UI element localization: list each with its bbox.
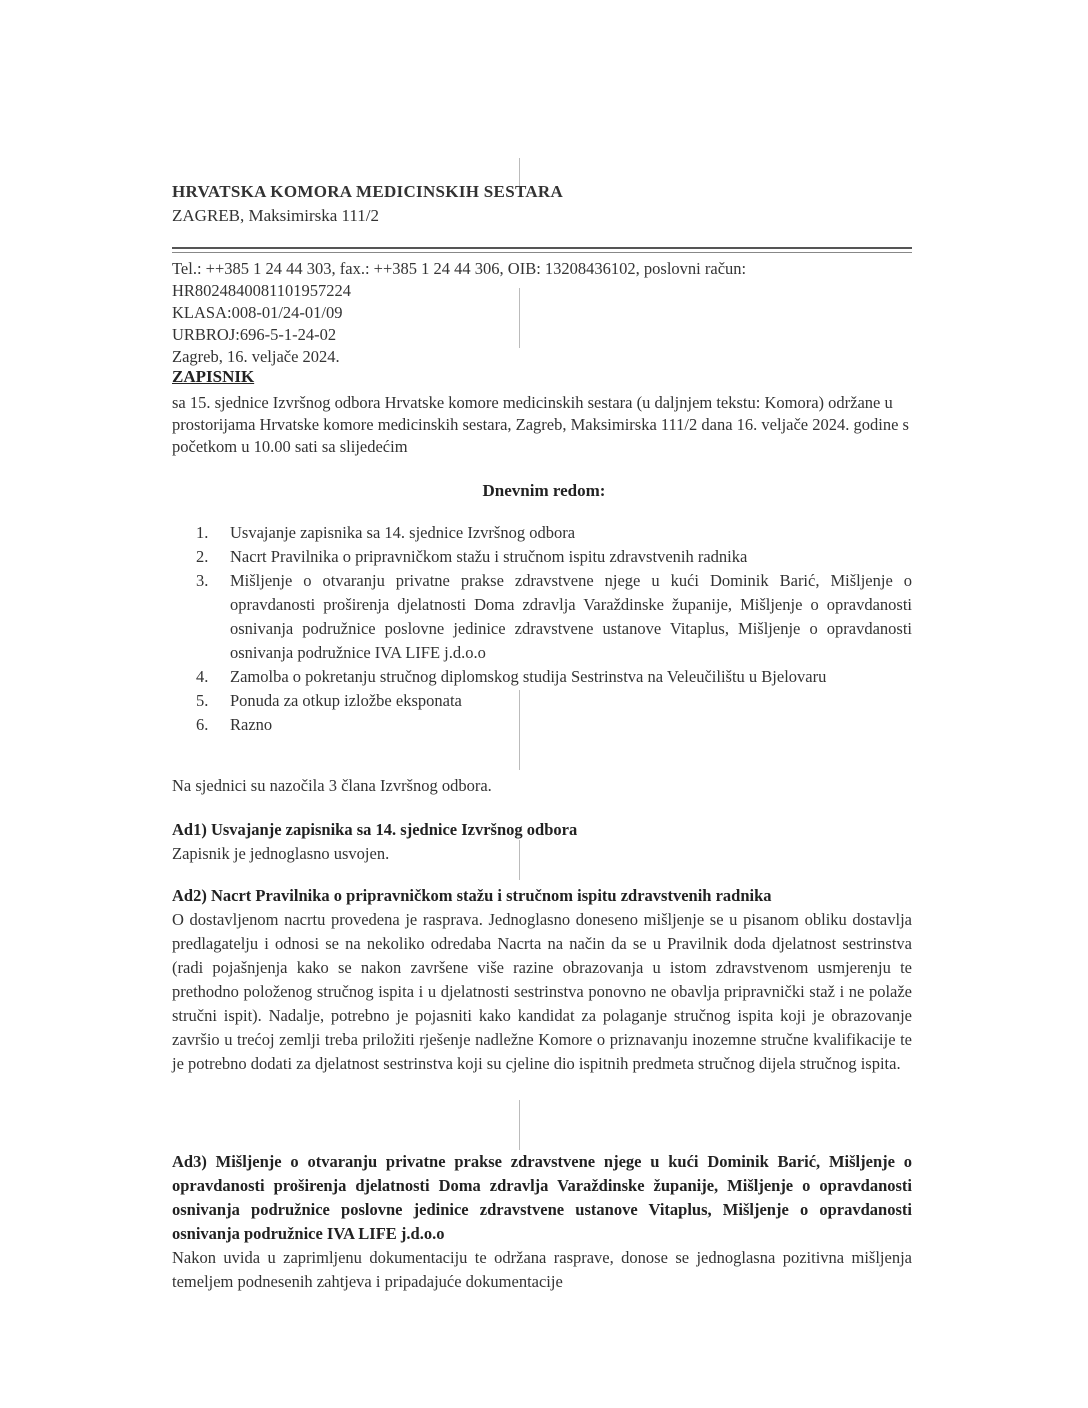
scan-fold-mark: [519, 1100, 520, 1150]
section-body: Zapisnik je jednoglasno usvojen.: [172, 844, 390, 863]
agenda-item-text: Ponuda za otkup izložbe eksponata: [230, 691, 462, 710]
minutes-section: [172, 884, 912, 1076]
document-date: Zagreb, 16. veljače 2024.: [172, 347, 340, 366]
intro-paragraph: sa 15. sjednice Izvršnog odbora Hrvatske komore medicinskih sestara (u daljnjem tekstu: Komora) održane u prostorijama Hrvatske komore medicinskih sestara, Zagreb, Maksimirska 111/2 dana 16. veljače 2024. godine s početkom u 10.00 sati sa slijedećim: [172, 393, 909, 456]
agenda-item-number: 4.: [196, 667, 209, 686]
section-body: Nakon uvida u zaprimljenu dokumentaciju te održana rasprave, donose se jednoglasna pozitivna mišljenja temeljem podnesenih zahtjeva i pripadajuće dokumentacije: [172, 1248, 912, 1291]
klasa: KLASA:008-01/24-01/09: [172, 303, 343, 322]
minutes-section: [172, 818, 912, 866]
attendance-note: Na sjednici su nazočila 3 člana Izvršnog odbora.: [172, 776, 492, 795]
contact-line: Tel.: ++385 1 24 44 303, fax.: ++385 1 24 44 306, OIB: 13208436102, poslovni račun:: [172, 259, 747, 278]
section-heading: Ad3) Mišljenje o otvaranju privatne prakse zdravstvene njege u kući Dominik Barić, Mišljenje o opravdanosti proširenja djelatnosti Doma zdravlja Varaždinske županije, Mišljenje o opravdanosti osnivanja podružnice poslovne jedinice zdravstvene ustanove Vitaplus, Mišljenje o opravdanosti osnivanja podružnice IVA LIFE j.d.o.o: [172, 1152, 912, 1243]
bank-account: HR8024840081101957224: [172, 281, 352, 300]
urbroj: URBROJ:696-5-1-24-02: [172, 325, 337, 344]
agenda-item-number: 5.: [196, 691, 209, 710]
agenda-item: [196, 689, 912, 713]
agenda-item: [196, 521, 912, 545]
agenda-item: [196, 665, 912, 689]
agenda-item-number: 1.: [196, 523, 209, 542]
agenda-item-number: 2.: [196, 547, 209, 566]
agenda-item: [196, 569, 912, 665]
section-heading: Ad1) Usvajanje zapisnika sa 14. sjednice Izvršnog odbora: [172, 820, 578, 839]
organization-name: HRVATSKA KOMORA MEDICINSKIH SESTARA: [172, 182, 564, 201]
section-body: O dostavljenom nacrtu provedena je rasprava. Jednoglasno doneseno mišljenje se u pisanom obliku dostavlja predlagatelju i odnosi se na nekoliko odredaba Nacrta na način da se u Pravilnik doda djelatnost sestrinstva (radi pojašnjenja kako se nakon završene više razine obrazovanja u istom zdravstvenom usmjerenju te prethodno položenog stručnog ispita i u djelatnosti sestrinstva ponovno ne obavlja pripravnički staž i ne polaže stručni ispit). Nadalje, potrebno je pojasniti kako kandidat za polaganje stručnog ispita koji je obrazovanje završio u trećoj zemlji treba priložiti rješenje nadležne Komore o priznavanju inozemne stručne kvalifikacije te je potrebno dodati za djelatnost sestrinstva koji su cjeline dio ispitnih predmeta stručnog dijela stručnog ispita.: [172, 910, 912, 1073]
agenda-item-text: Usvajanje zapisnika sa 14. sjednice Izvršnog odbora: [230, 523, 576, 542]
agenda-item-number: 3.: [196, 571, 209, 590]
organization-address: ZAGREB, Maksimirska 111/2: [172, 206, 379, 225]
minutes-section: [172, 1150, 912, 1294]
agenda-item-text: Mišljenje o otvaranju privatne prakse zdravstvene njege u kući Dominik Barić, Mišljenje o opravdanosti proširenja djelatnosti Doma zdravlja Varaždinske županije, Mišljenje o opravdanosti osnivanja podružnice poslovne jedinice zdravstvene ustanove Vitaplus, Mišljenje o opravdanosti osnivanja podružnice IVA LIFE j.d.o.o: [230, 571, 912, 662]
agenda-item-text: Nacrt Pravilnika o pripravničkom stažu i stručnom ispitu zdravstvenih radnika: [230, 547, 748, 566]
agenda-item-text: Zamolba o pokretanju stručnog diplomskog studija Sestrinstva na Veleučilištu u Bjelovaru: [230, 667, 827, 686]
agenda-heading: Dnevnim redom:: [482, 481, 606, 500]
document-metadata: [172, 258, 912, 368]
agenda-item-number: 6.: [196, 715, 209, 734]
section-heading: Ad2) Nacrt Pravilnika o pripravničkom stažu i stručnom ispitu zdravstvenih radnika: [172, 886, 772, 905]
header-divider-thin: [172, 252, 912, 253]
agenda-item-text: Razno: [230, 715, 273, 734]
agenda-item: [196, 545, 912, 569]
document-title: ZAPISNIK: [172, 367, 255, 386]
agenda-list: [196, 521, 912, 737]
header-divider: [172, 247, 912, 249]
agenda-item: [196, 713, 912, 737]
